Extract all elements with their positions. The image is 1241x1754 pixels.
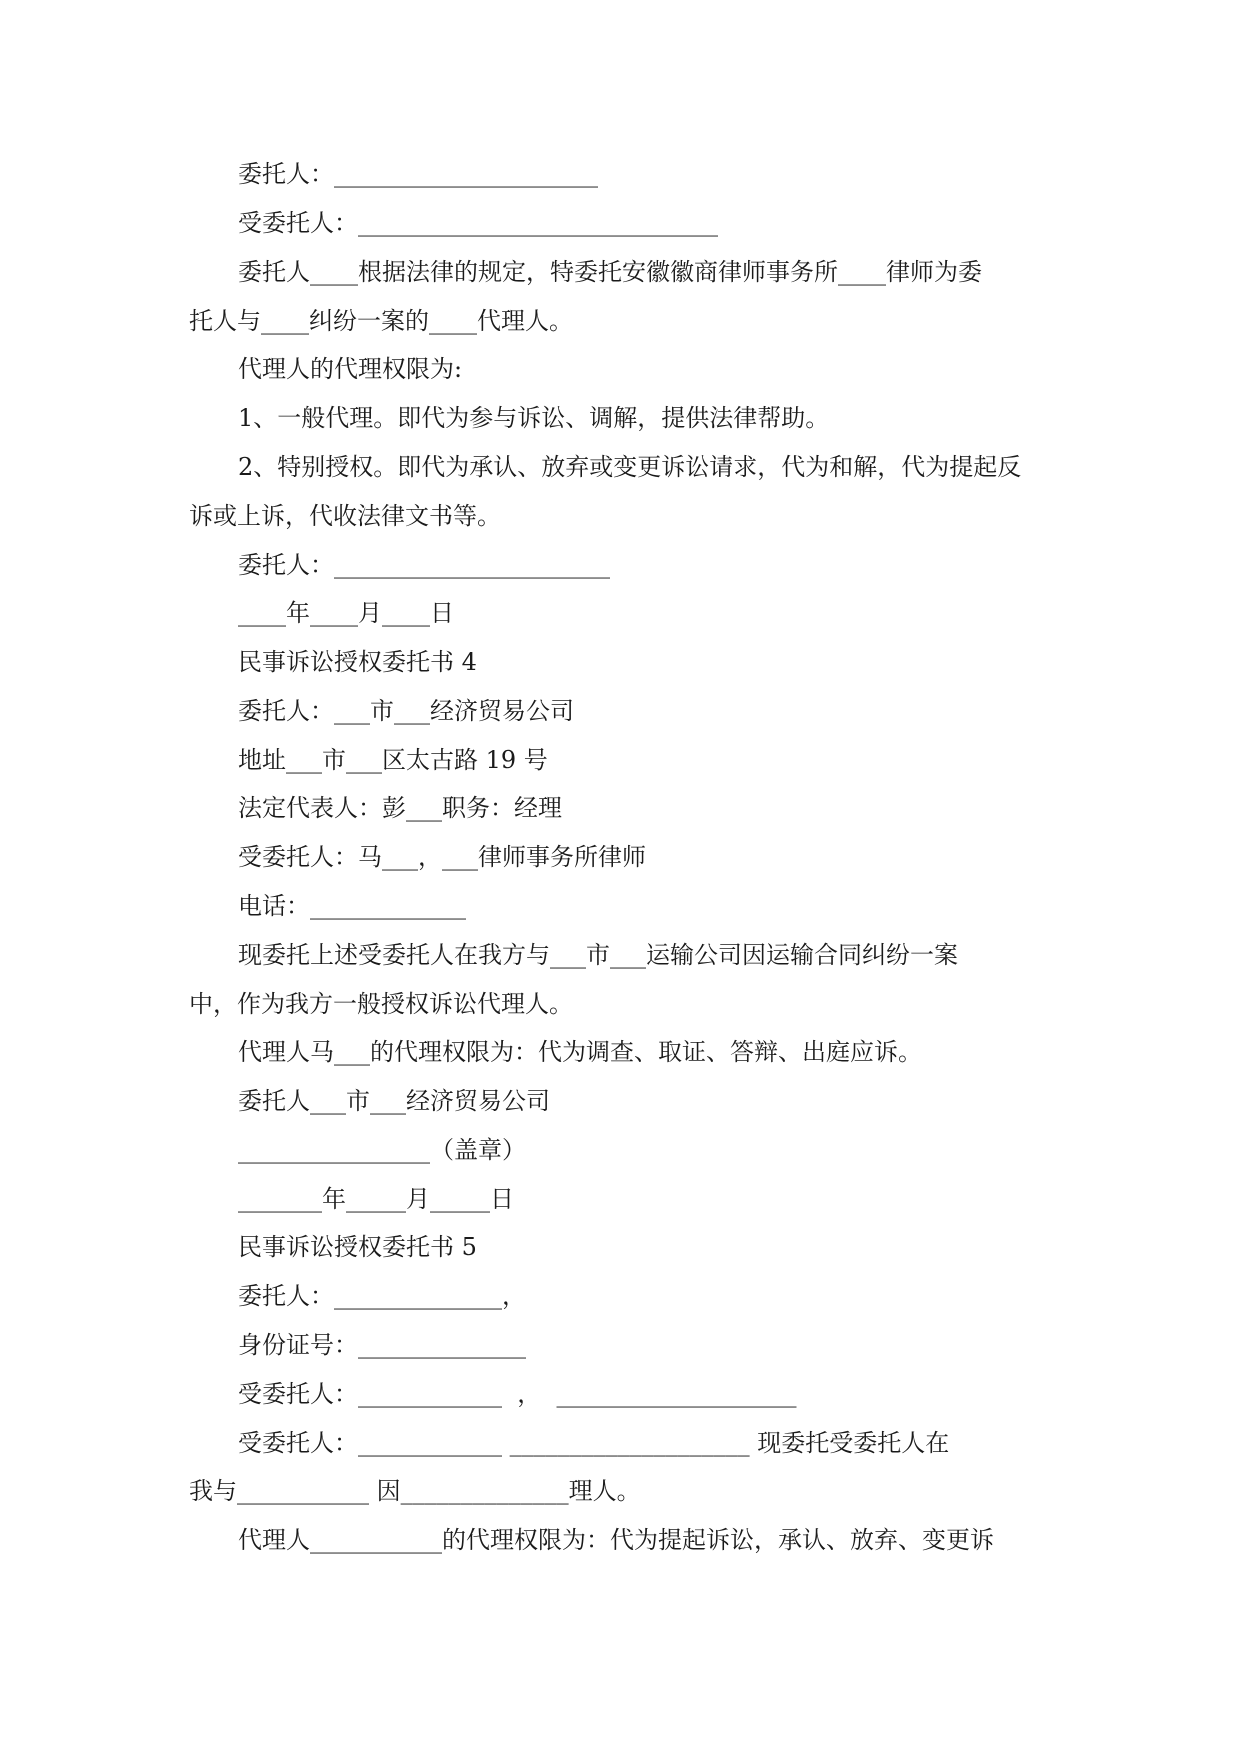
text-line: 诉或上诉，代收法律文书等。 <box>189 502 501 530</box>
text-line: 委托人___市___经济贸易公司 <box>238 1087 550 1115</box>
text-line: 现委托上述受委托人在我方与___市___运输公司因运输合同纠纷一案 <box>238 941 958 969</box>
text-line: 代理人的代理权限为: <box>238 355 463 383</box>
text-line: 2、特别授权。即代为承认、放弃或变更诉讼请求，代为和解，代为提起反 <box>238 453 1022 481</box>
text-line: 身份证号：______________ <box>238 1331 526 1359</box>
text-line: ____年____月____日 <box>238 599 454 627</box>
text-line: 电话：_____________ <box>238 892 466 920</box>
text-line: 托人与____纠纷一案的____代理人。 <box>189 307 573 335</box>
text-line: 地址___市___区太古路 19 号 <box>238 746 548 774</box>
text-line: 受委托人：____________ ， ____________________ <box>238 1380 797 1408</box>
text-line: 受委托人：马___，___律师事务所律师 <box>238 843 646 871</box>
text-line: 1、一般代理。即代为参与诉讼、调解，提供法律帮助。 <box>238 404 830 432</box>
text-line: 中，作为我方一般授权诉讼代理人。 <box>189 990 573 1018</box>
text-line: _______年_____月_____日 <box>238 1185 514 1213</box>
section-heading: 民事诉讼授权委托书 5 <box>238 1233 477 1261</box>
text-line: 代理人___________的代理权限为：代为提起诉讼，承认、放弃、变更诉 <box>238 1526 994 1554</box>
text-line: 委托人：______________， <box>238 1282 526 1310</box>
text-line: 委托人：______________________ <box>238 160 598 188</box>
text-line: 受委托人：____________ ____________________ 现委托受委托人在 <box>238 1429 950 1457</box>
text-line: 我与___________ 因______________理人。 <box>189 1477 641 1505</box>
text-line: 委托人：___市___经济贸易公司 <box>238 697 574 725</box>
text-line: 受委托人：______________________________ <box>238 209 718 237</box>
text-line: 法定代表人：彭___职务：经理 <box>238 794 562 822</box>
section-heading: 民事诉讼授权委托书 4 <box>238 648 477 676</box>
text-line: 委托人____根据法律的规定，特委托安徽徽商律师事务所____律师为委 <box>238 258 982 286</box>
text-line: 代理人马___的代理权限为：代为调查、取证、答辩、出庭应诉。 <box>238 1038 922 1066</box>
text-line: ________________（盖章） <box>238 1136 526 1164</box>
text-line: 委托人：_______________________ <box>238 551 610 579</box>
